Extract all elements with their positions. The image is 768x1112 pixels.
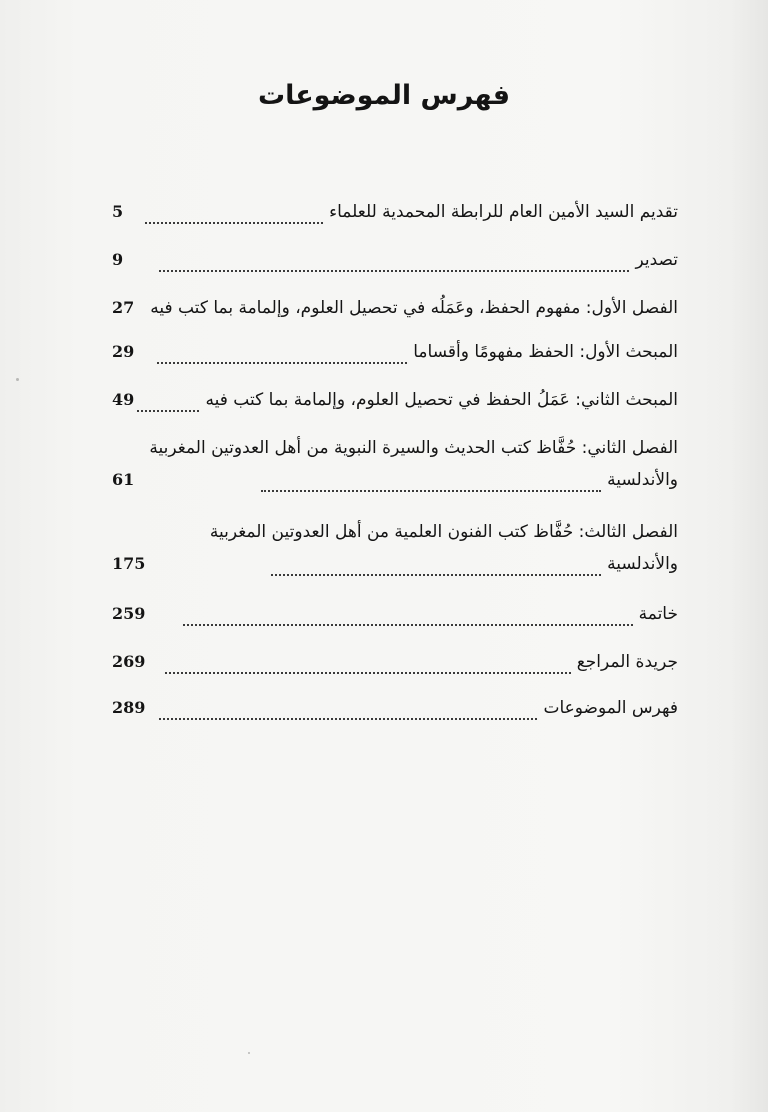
dot-leader bbox=[159, 704, 537, 720]
toc-entry-line bbox=[112, 552, 678, 576]
toc-entry-line bbox=[112, 200, 678, 224]
toc-entry-title-continued: والأندلسية bbox=[607, 470, 678, 490]
toc-entry-line bbox=[112, 520, 678, 544]
toc-page-number: 9 bbox=[112, 250, 124, 269]
toc-entry-line bbox=[112, 296, 678, 320]
toc-entry-title: الفصل الثالث: حُفَّاظ كتب الفنون العلمية من أهل العدوتين المغربية bbox=[209, 522, 678, 542]
dot-leader bbox=[271, 560, 601, 576]
toc-entry-title: تصدير bbox=[635, 250, 678, 270]
dot-leader bbox=[145, 208, 323, 224]
toc-entry-line bbox=[112, 696, 678, 720]
toc-entry-line bbox=[112, 436, 678, 460]
dot-leader bbox=[261, 476, 601, 492]
toc-entry-line bbox=[112, 602, 678, 626]
toc-page-number: 29 bbox=[112, 342, 135, 361]
toc-entry-line bbox=[112, 468, 678, 492]
dot-leader bbox=[165, 658, 571, 674]
toc-page-number: 269 bbox=[112, 652, 146, 671]
toc-entry-line bbox=[112, 388, 678, 412]
toc-entry-title: الفصل الأول: مفهوم الحفظ، وعَمَلُه في تحصيل العلوم، وإلمامة بما كتب فيه bbox=[150, 298, 678, 318]
paper-speck bbox=[248, 1052, 250, 1054]
toc-page-number: 289 bbox=[112, 698, 146, 717]
page-title: فهرس الموضوعات bbox=[257, 80, 511, 111]
toc-entry-title: الفصل الثاني: حُفَّاظ كتب الحديث والسيرة النبوية من أهل العدوتين المغربية bbox=[149, 438, 678, 458]
toc-page-number: 259 bbox=[112, 604, 146, 623]
toc-entry-title: المبحث الأول: الحفظ مفهومًا وأقساما bbox=[413, 342, 678, 362]
dot-leader bbox=[159, 256, 629, 272]
toc-page-number: 5 bbox=[112, 202, 124, 221]
dot-leader bbox=[157, 348, 407, 364]
toc-page-number: 61 bbox=[112, 470, 135, 489]
toc-entry-title: تقديم السيد الأمين العام للرابطة المحمدية للعلماء bbox=[329, 202, 678, 222]
toc-entry-title: جريدة المراجع bbox=[576, 652, 678, 672]
dot-leader bbox=[183, 610, 633, 626]
toc-entry-line bbox=[112, 650, 678, 674]
toc-entry-line bbox=[112, 248, 678, 272]
paper-speck bbox=[16, 378, 19, 381]
toc-entry-title: المبحث الثاني: عَمَلُ الحفظ في تحصيل العلوم، وإلمامة بما كتب فيه bbox=[205, 390, 678, 410]
toc-entry-title: فهرس الموضوعات bbox=[543, 698, 678, 718]
toc-entry-title-continued: والأندلسية bbox=[607, 554, 678, 574]
toc-page-number: 175 bbox=[112, 554, 146, 573]
toc-entry-line bbox=[112, 340, 678, 364]
toc-page-number: 49 bbox=[112, 390, 135, 409]
toc-page-number: 27 bbox=[112, 298, 135, 317]
toc-entry-title: خاتمة bbox=[638, 604, 678, 624]
